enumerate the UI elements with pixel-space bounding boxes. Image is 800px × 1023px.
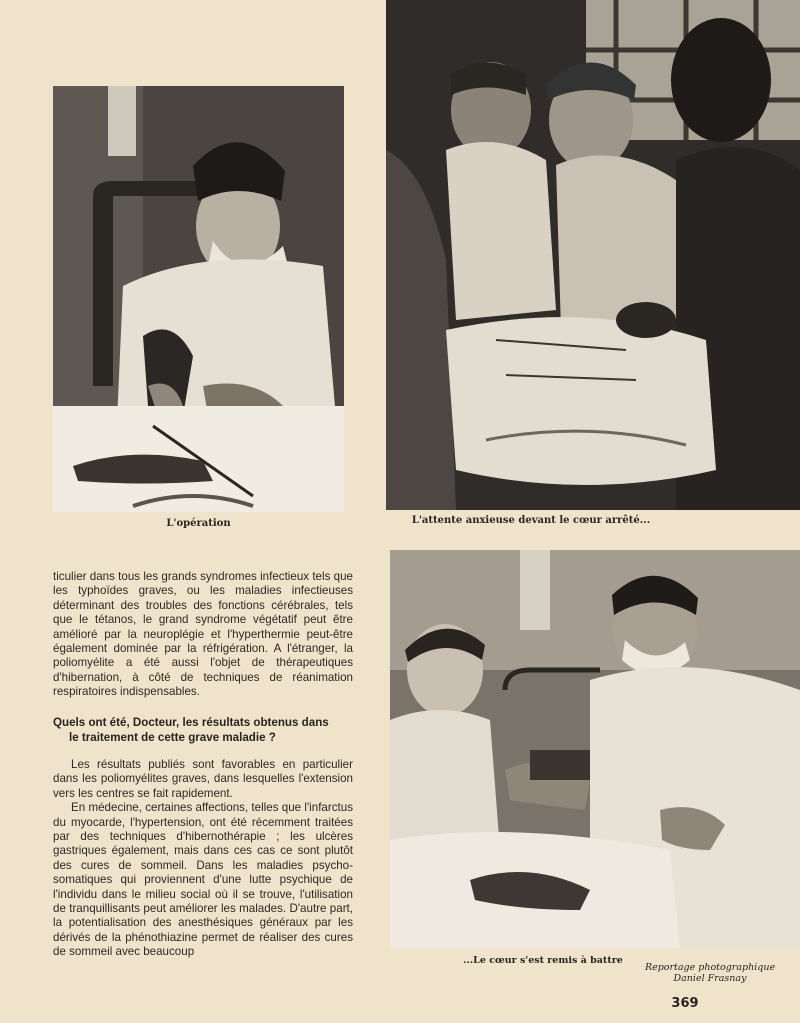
waiting-photo-illustration [386,0,800,510]
restart-photo-illustration [390,550,800,948]
photo-credit [636,962,784,984]
interview-question [53,716,353,745]
intro-paragraph-text: ticulier dans tous les grands syndromes infectieux tels que les typhoïdes graves, ou les maladies infectieuses déterminant des troubles des fonctions cérébrales, tels que le tétanos, le grand syndrome végétatif peut être amélioré par la neuroplégie et l'hyperthermie peut-être également dominée par la réfrigération. A l'étranger, la poliomyélite a été aussi l'objet de thérapeutiques d'hibernation, à côté de techniques de réanimation respiratoires indispensables. [53,570,353,699]
caption-restart: ...Le cœur s'est remis à battre [463,955,623,966]
operation-photo-illustration [53,86,344,512]
photo-restart [390,550,800,948]
page-number: 369 [671,996,699,1011]
caption-operation: L'opération [166,518,231,529]
caption-waiting: L'attente anxieuse devant le cœur arrêté... [411,515,651,526]
question-line-2: le traitement de cette grave maladie ? [69,730,276,744]
photo-waiting [386,0,800,510]
credit-line-2: Daniel Frasnay [673,973,747,984]
answer-paragraph-1: Les résultats publiés sont favorables en particulier dans les poliomyélites graves, dans lesquelles l'extension vers les centres se fait rapidement. [53,758,353,800]
answer-paragraphs [53,758,353,960]
intro-paragraph [53,570,353,700]
answer-paragraph-2: En médecine, certaines affections, telles que l'infarctus du myocarde, l'hypertension, ont été récemment traitées par des techniques d'hibernothérapie ; les ulcères gastriques également, mais dans ces cas ce sont plutôt des cures de sommeil. Dans les maladies psycho-somatiques qui proviennent d'une lutte psychique de l'individu dans le milieu social où il se trouve, l'utilisation de tranquillisants peut améliorer les malades. D'autre part, la potentialisation des anesthésiques généraux par les dérivés de la phénothiazine permet de réaliser des cures de sommeil avec beaucoup [53,801,353,959]
question-line-1: Quels ont été, Docteur, les résultats obtenus dans [53,716,329,729]
photo-operation [53,86,344,512]
credit-line-1: Reportage photographique [644,962,776,973]
